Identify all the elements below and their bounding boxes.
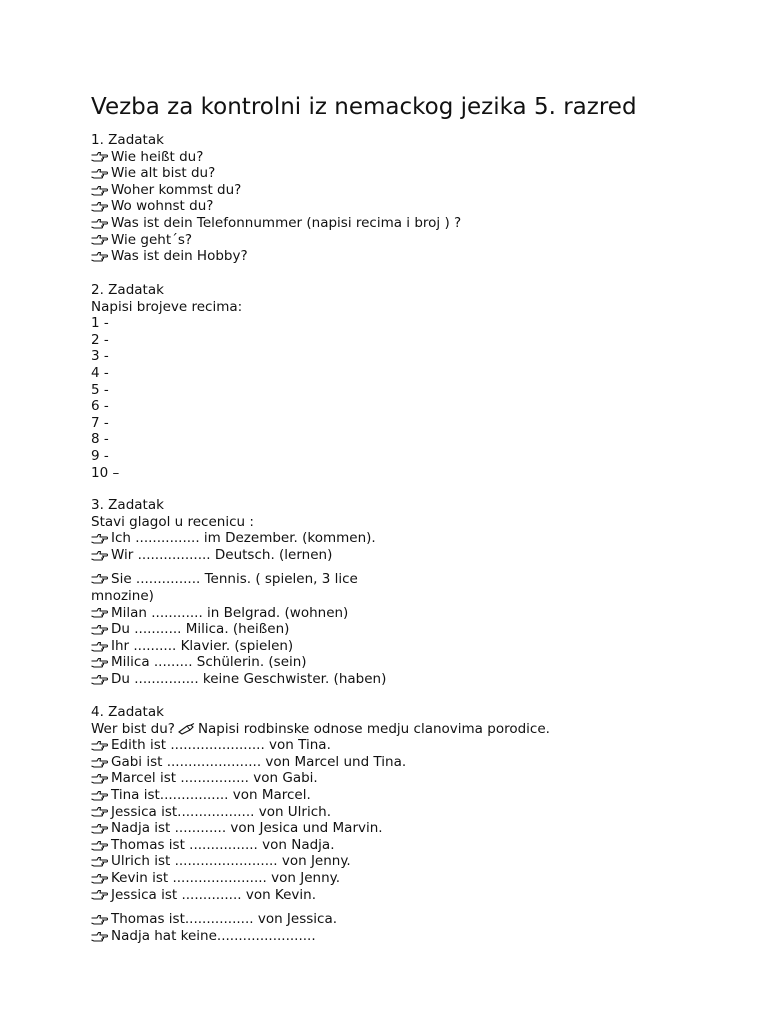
list-item-text: Nadja hat keine....................... [111,927,316,944]
list-item [91,571,376,604]
pointing-hand-icon [91,931,108,942]
pointing-hand-icon [91,550,108,561]
pointing-hand-icon [91,251,108,262]
list-item [91,787,711,804]
list-item-text: Wie alt bist du? [111,165,216,182]
number-line: 9 - [91,447,109,464]
pointing-hand-icon [91,234,108,245]
list-item [91,638,711,655]
task-4-heading: 4. Zadatak [91,704,164,720]
number-line: 6 - [91,398,109,415]
pointing-hand-icon [91,607,108,618]
pointing-hand-icon [91,624,108,635]
list-item-text: Ihr .......... Klavier. (spielen) [111,637,294,654]
list-item-text: Milica ......... Schülerin. (sein) [111,654,307,671]
task-1-heading: 1. Zadatak [91,132,164,148]
list-item-text: Sie ............... Tennis. ( spielen, 3 lice mnozine) [91,571,358,604]
list-item [91,215,711,232]
pointing-hand-icon [91,573,108,584]
list-item-text: Edith ist ...................... von Tina. [111,737,331,754]
list-item [91,737,711,754]
pointing-hand-icon [91,757,108,768]
task-2-instruction: Napisi brojeve recima: [91,298,243,315]
list-item [91,654,711,671]
list-item [91,837,711,854]
list-item [91,547,711,564]
task-3-heading: 3. Zadatak [91,497,164,513]
task-3 [91,497,711,688]
task-4-intro [91,721,711,738]
list-item [91,182,711,199]
list-item-text: Was ist dein Telefonnummer (napisi recima i broj ) ? [111,214,462,231]
pointing-hand-icon [91,168,108,179]
list-item [91,530,711,547]
list-item [91,820,711,837]
list-item [91,232,711,249]
pointing-hand-icon [91,823,108,834]
pointing-hand-icon [91,889,108,900]
page-title: Vezba za kontrolni iz nemackog jezika 5. razred [91,94,637,120]
list-item [91,804,711,821]
pointing-hand-icon [91,914,108,925]
task-4 [91,704,711,944]
list-item-text: Jessica ist.................. von Ulrich. [111,803,332,820]
list-item-text: Tina ist................ von Marcel. [111,786,311,803]
pointing-hand-icon [91,806,108,817]
number-line: 5 - [91,381,109,398]
task-4-list-b [91,911,711,944]
list-item-text: Du ............... keine Geschwister. (haben) [111,670,387,687]
list-item-text: Milan ............ in Belgrad. (wohnen) [111,604,349,621]
list-item-text: Jessica ist .............. von Kevin. [111,886,316,903]
pointing-hand-icon [91,218,108,229]
pointing-hand-icon [91,185,108,196]
list-item [91,928,711,945]
list-item-text: Was ist dein Hobby? [111,248,248,265]
list-item [91,887,711,904]
list-item [91,198,711,215]
number-line: 2 - [91,331,109,348]
list-item [91,853,711,870]
list-item-text: Wir ................. Deutsch. (lernen) [111,546,333,563]
number-line: 7 - [91,414,109,431]
number-line: 3 - [91,348,109,365]
pointing-hand-icon [91,674,108,685]
task-4-list-a [91,737,711,903]
list-item-text: Wo wohnst du? [111,198,214,215]
pointing-hand-icon [91,840,108,851]
list-item-text: Nadja ist ............ von Jesica und Marvin. [111,820,383,837]
task-3-list-a [91,530,711,563]
list-item-text: Thomas ist ................ von Nadja. [111,836,335,853]
list-item-text: Ich ............... im Dezember. (kommen). [111,530,376,547]
list-item-text: Marcel ist ................ von Gabi. [111,770,318,787]
list-item-text: Ulrich ist ........................ von Jenny. [111,853,351,870]
list-item [91,621,711,638]
number-line: 10 – [91,464,120,481]
pointing-hand-icon [91,151,108,162]
pointing-hand-icon [91,773,108,784]
list-item [91,165,711,182]
list-item [91,248,711,265]
writing-hand-icon [178,723,195,735]
task-2-list [91,315,711,481]
list-item-text: Woher kommst du? [111,181,242,198]
list-item [91,754,711,771]
list-item [91,870,711,887]
task-3-instruction: Stavi glagol u recenicu : [91,513,254,530]
pointing-hand-icon [91,201,108,212]
list-item [91,671,711,688]
list-item-text: Wie geht´s? [111,231,193,248]
list-item-text: Kevin ist ...................... von Jenny. [111,869,340,886]
pointing-hand-icon [91,641,108,652]
list-item-text: Du ........... Milica. (heißen) [111,621,290,638]
list-item [91,149,711,166]
task-4-question: Wer bist du? [91,720,175,737]
list-item [91,911,711,928]
task-1 [91,132,711,265]
number-line: 1 - [91,315,109,332]
task-2-heading: 2. Zadatak [91,282,164,298]
list-item-text: Thomas ist................ von Jessica. [111,911,338,928]
pointing-hand-icon [91,533,108,544]
pointing-hand-icon [91,873,108,884]
number-line: 4 - [91,364,109,381]
task-3-list-b [91,605,711,688]
pointing-hand-icon [91,856,108,867]
list-item [91,605,711,622]
pointing-hand-icon [91,790,108,801]
pointing-hand-icon [91,657,108,668]
task-2 [91,282,711,481]
list-item-text: Gabi ist ...................... von Marcel und Tina. [111,753,407,770]
number-line: 8 - [91,431,109,448]
task-4-instruction: Napisi rodbinske odnose medju clanovima porodice. [197,720,550,737]
list-item [91,770,711,787]
task-1-list [91,149,711,265]
list-item-text: Wie heißt du? [111,148,204,165]
pointing-hand-icon [91,740,108,751]
